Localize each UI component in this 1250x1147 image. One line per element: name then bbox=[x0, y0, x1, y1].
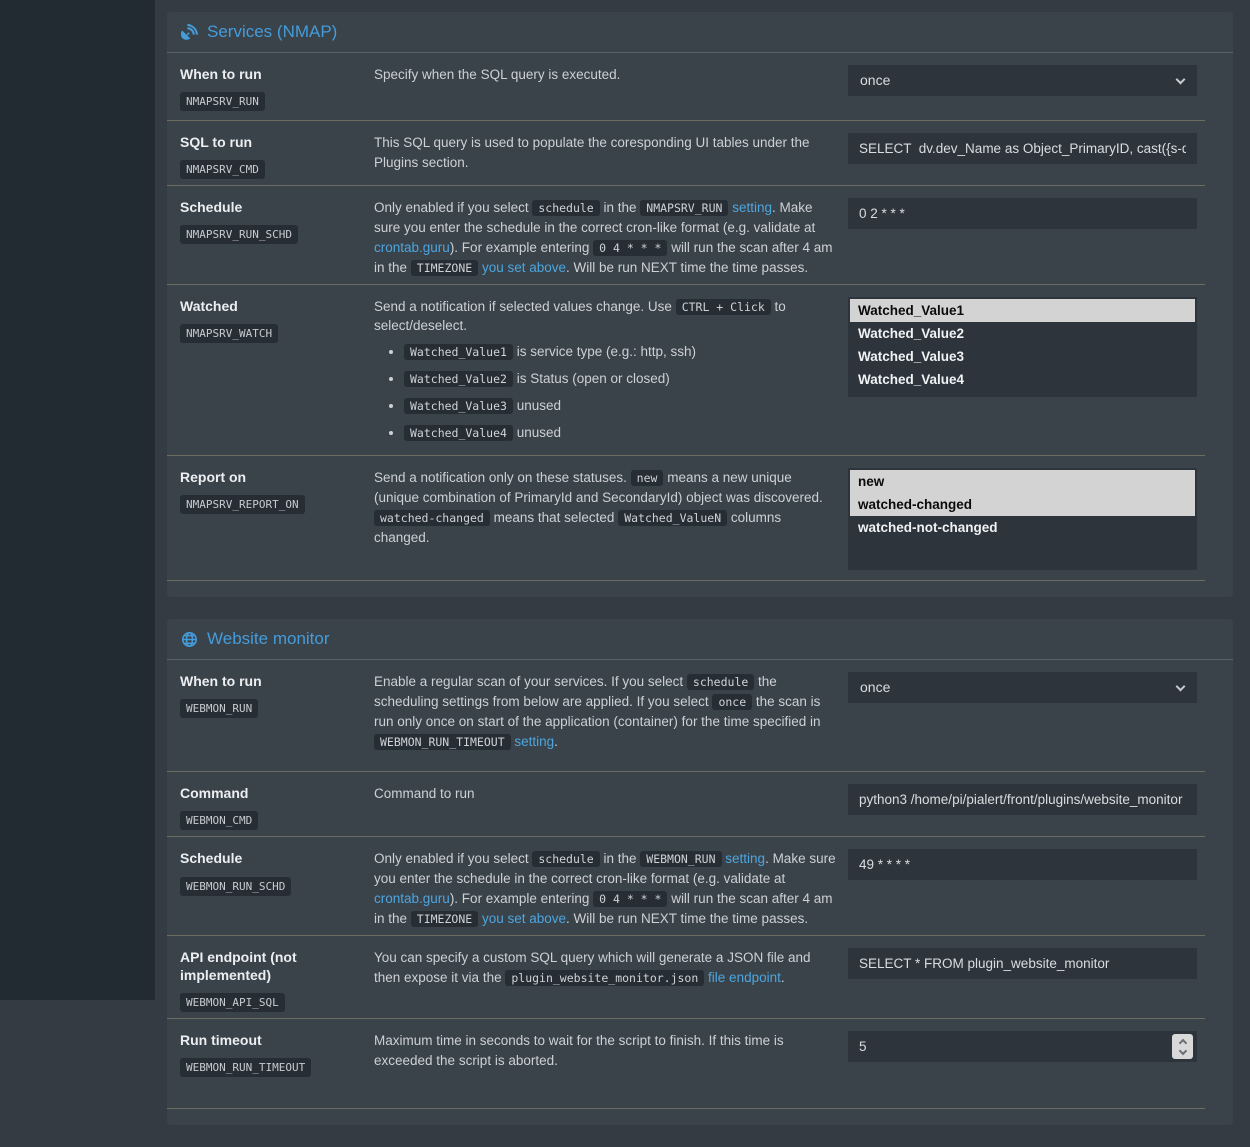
panel-body bbox=[167, 660, 1233, 1125]
setting-key: WEBMON_RUN_TIMEOUT bbox=[180, 1058, 311, 1077]
setting-label: When to run bbox=[180, 673, 262, 690]
inline-code: Watched_Value4 bbox=[404, 425, 513, 441]
selected-value: once bbox=[860, 679, 891, 696]
setting-control bbox=[848, 784, 1205, 815]
inline-code: Watched_ValueN bbox=[618, 510, 727, 526]
setting-key: NMAPSRV_CMD bbox=[180, 160, 265, 179]
setting-key: NMAPSRV_WATCH bbox=[180, 324, 278, 343]
inline-link[interactable]: setting bbox=[725, 851, 766, 867]
inline-link[interactable]: file endpoint bbox=[708, 969, 781, 985]
setting-control bbox=[848, 948, 1205, 979]
nmapsrv-run-select[interactable] bbox=[848, 65, 1197, 96]
setting-label: Report on bbox=[180, 469, 247, 486]
panel-title: Services (NMAP) bbox=[207, 22, 338, 41]
setting-row-webmon-run-schd bbox=[167, 837, 1205, 935]
setting-label: Command bbox=[180, 785, 249, 802]
nmapsrv-cmd-input[interactable] bbox=[848, 133, 1197, 164]
settings-content bbox=[155, 0, 1250, 1147]
listbox-option[interactable]: new bbox=[850, 470, 1195, 493]
listbox-option[interactable]: Watched_Value4 bbox=[858, 371, 965, 387]
bullet-item: • Watched_Value2 is Status (open or closed) bbox=[404, 368, 836, 390]
number-spinner-buttons[interactable] bbox=[1172, 1034, 1193, 1059]
setting-row-webmon-cmd bbox=[167, 772, 1205, 837]
listbox-option[interactable]: Watched_Value1 bbox=[850, 299, 1195, 322]
inline-code: 0 4 * * * bbox=[593, 891, 667, 907]
setting-control bbox=[848, 65, 1205, 96]
listbox-option[interactable]: Watched_Value2 bbox=[858, 325, 965, 341]
webmon-run-timeout-input[interactable] bbox=[848, 1031, 1197, 1062]
inline-code: schedule bbox=[532, 851, 599, 867]
inline-code: once bbox=[712, 694, 752, 710]
inline-link[interactable]: you set above bbox=[481, 910, 566, 926]
inline-code: WEBMON_RUN bbox=[640, 851, 721, 867]
bullet-item: • Watched_Value4 unused bbox=[404, 422, 836, 444]
inline-code: Watched_Value1 bbox=[404, 344, 513, 360]
setting-row-nmapsrv-run-schd bbox=[167, 186, 1205, 284]
setting-description: Specify when the SQL query is executed. bbox=[374, 67, 621, 82]
setting-row-webmon-run-timeout bbox=[167, 1019, 1205, 1109]
setting-key: NMAPSRV_REPORT_ON bbox=[180, 495, 305, 514]
inline-code: schedule bbox=[532, 200, 599, 216]
bullet-item: • Watched_Value1 is service type (e.g.: http, ssh) bbox=[404, 341, 836, 363]
setting-row-nmapsrv-report-on bbox=[167, 456, 1205, 581]
setting-row-nmapsrv-run bbox=[167, 53, 1205, 121]
nmapsrv-watch-listbox[interactable] bbox=[848, 297, 1197, 397]
setting-description: Send a notification only on these statuses. new means a new unique (unique combination of PrimaryId and SecondaryId) object was discovered. watched-changed means that selected Watched_ValueN columns changed. bbox=[374, 470, 823, 545]
nmapsrv-report-on-listbox[interactable] bbox=[848, 468, 1197, 570]
setting-control bbox=[848, 468, 1205, 570]
setting-control bbox=[848, 1031, 1205, 1062]
listbox-option[interactable]: watched-not-changed bbox=[858, 520, 998, 536]
webmon-cmd-input[interactable] bbox=[848, 784, 1197, 815]
setting-label: Schedule bbox=[180, 199, 243, 216]
setting-key: WEBMON_CMD bbox=[180, 811, 258, 830]
setting-description: Enable a regular scan of your services. If you select schedule the scheduling settings from below are applied. If you select once the scan is run only once on start of the application (container) for the time specified in WEBMON_RUN_TIMEOUT setting. bbox=[374, 674, 821, 749]
setting-key: NMAPSRV_RUN_SCHD bbox=[180, 225, 298, 244]
setting-bullet-list bbox=[374, 341, 836, 444]
chevron-down-icon bbox=[1176, 682, 1186, 692]
inline-code: WEBMON_RUN_TIMEOUT bbox=[374, 734, 511, 750]
setting-control bbox=[848, 297, 1205, 397]
inline-code: Watched_Value2 bbox=[404, 371, 513, 387]
setting-control bbox=[848, 849, 1205, 880]
inline-code: TIMEZONE bbox=[411, 260, 478, 276]
panel-title: Website monitor bbox=[207, 629, 330, 649]
inline-code: new bbox=[631, 470, 664, 486]
listbox-option[interactable]: watched-changed bbox=[850, 493, 1195, 516]
setting-control bbox=[848, 198, 1205, 229]
setting-key: NMAPSRV_RUN bbox=[180, 92, 265, 111]
setting-key: WEBMON_RUN bbox=[180, 699, 258, 718]
inline-code: 0 4 * * * bbox=[593, 240, 667, 256]
inline-link[interactable]: crontab.guru bbox=[374, 239, 450, 255]
setting-description: Only enabled if you select schedule in the WEBMON_RUN setting. Make sure you enter the schedule in the correct cron-like format (e.g. validate at crontab.guru). For example entering 0 4 * * * will run the scan after 4 am in the TIMEZONE you set above. Will be run NEXT time the time passes. bbox=[374, 851, 836, 926]
setting-key: WEBMON_API_SQL bbox=[180, 993, 285, 1012]
inline-link[interactable]: setting bbox=[514, 733, 555, 749]
nmapsrv-run-schd-input[interactable] bbox=[848, 198, 1197, 229]
setting-label: Schedule bbox=[180, 850, 243, 867]
inline-link[interactable]: you set above bbox=[481, 259, 566, 275]
setting-key: WEBMON_RUN_SCHD bbox=[180, 877, 291, 896]
setting-description: This SQL query is used to populate the coresponding UI tables under the Plugins section. bbox=[374, 135, 810, 170]
sidebar bbox=[0, 0, 155, 1000]
setting-label: When to run bbox=[180, 66, 262, 82]
inline-code: TIMEZONE bbox=[411, 911, 478, 927]
setting-label: SQL to run bbox=[180, 134, 253, 150]
setting-row-nmapsrv-watch bbox=[167, 285, 1205, 457]
panel-website-monitor bbox=[167, 619, 1233, 1125]
setting-label: Run timeout bbox=[180, 1032, 262, 1049]
inline-code: CTRL + Click bbox=[676, 299, 771, 315]
setting-label: API endpoint (not implemented) bbox=[180, 948, 297, 983]
inline-code: Watched_Value3 bbox=[404, 398, 513, 414]
globe-icon bbox=[181, 631, 198, 648]
setting-description: Send a notification if selected values change. Use CTRL + Click to select/deselect. bbox=[374, 298, 786, 334]
inline-code: watched-changed bbox=[374, 510, 490, 526]
inline-code: NMAPSRV_RUN bbox=[640, 200, 728, 216]
inline-code: schedule bbox=[687, 674, 754, 690]
setting-description: Only enabled if you select schedule in the NMAPSRV_RUN setting. Make sure you enter the schedule in the correct cron-like format (e.g. validate at crontab.guru). For example entering 0 4 * * * will run the scan after 4 am in the TIMEZONE you set above. Will be run NEXT time the time passes. bbox=[374, 200, 833, 275]
inline-code: plugin_website_monitor.json bbox=[505, 970, 704, 986]
webmon-api-sql-input[interactable] bbox=[848, 948, 1197, 979]
webmon-run-select[interactable] bbox=[848, 672, 1197, 703]
panel-body bbox=[167, 53, 1233, 597]
panel-header-services-nmap bbox=[167, 12, 1233, 53]
bullet-item: • Watched_Value3 unused bbox=[404, 395, 836, 417]
setting-row-nmapsrv-cmd bbox=[167, 121, 1205, 186]
setting-control bbox=[848, 133, 1205, 164]
setting-description: Maximum time in seconds to wait for the script to finish. If this time is exceeded the script is aborted. bbox=[374, 1033, 784, 1069]
inline-link[interactable]: crontab.guru bbox=[374, 891, 450, 907]
panel-services-nmap bbox=[167, 12, 1233, 597]
panel-header-website-monitor bbox=[167, 619, 1233, 660]
setting-row-webmon-run bbox=[167, 660, 1205, 772]
setting-control bbox=[848, 672, 1205, 703]
selected-value: once bbox=[860, 72, 891, 88]
satellite-dish-icon bbox=[181, 24, 198, 41]
setting-label: Watched bbox=[180, 297, 238, 314]
setting-description: You can specify a custom SQL query which will generate a JSON file and then expose it via the plugin_website_monitor.json file endpoint. bbox=[374, 949, 811, 985]
listbox-option[interactable]: Watched_Value3 bbox=[858, 348, 965, 364]
setting-description: Command to run bbox=[374, 786, 475, 802]
spinner-down-icon[interactable] bbox=[1178, 1046, 1186, 1054]
setting-row-webmon-api-sql bbox=[167, 936, 1205, 1019]
webmon-run-schd-input[interactable] bbox=[848, 849, 1197, 880]
chevron-down-icon bbox=[1176, 75, 1186, 85]
inline-link[interactable]: setting bbox=[732, 200, 772, 216]
